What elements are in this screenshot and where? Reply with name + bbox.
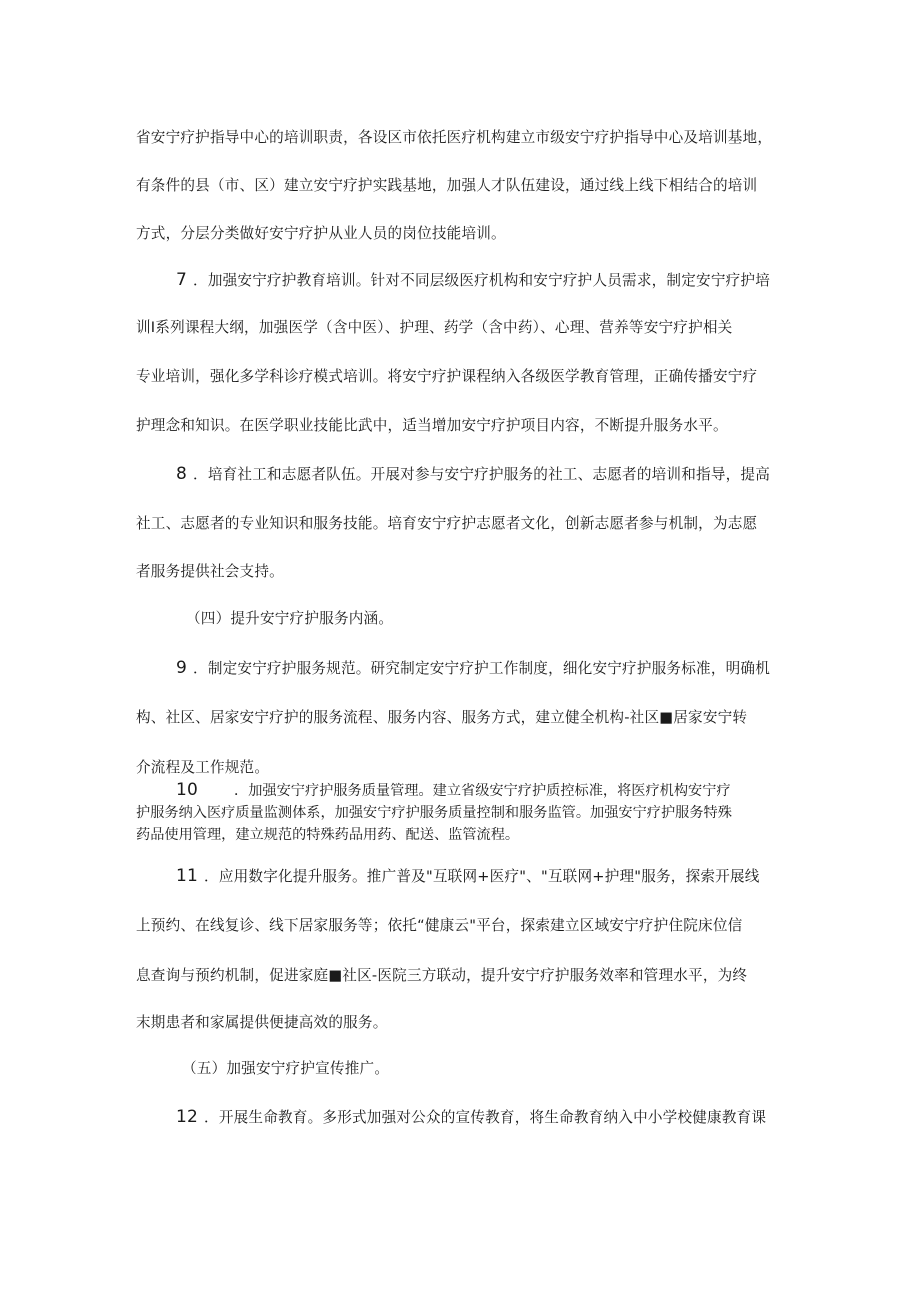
text-line: 有条件的县（市、区）建立安宁疗护实践基地，加强人才队伍建设，通过线上线下相结合的培训 xyxy=(136,177,758,194)
text-line: 训Ⅰ系列课程大纲，加强医学（含中医）、护理、药学（含中药）、心理、营养等安宁疗护相关 xyxy=(136,319,733,336)
paragraph-item-12-first-line xyxy=(176,1107,766,1128)
item-number: 7 xyxy=(176,270,188,290)
text-line: 方式，分层分类做好安宁疗护从业人员的岗位技能培训。 xyxy=(136,225,506,242)
paragraph-item-7-first-line xyxy=(176,270,770,291)
text-line: ．培育社工和志愿者队伍。开展对参与安宁疗护服务的社工、志愿者的培训和指导，提高 xyxy=(193,466,770,483)
text-line: ．制定安宁疗护服务规范。研究制定安宁疗护工作制度，细化安宁疗护服务标准，明确机 xyxy=(193,660,770,677)
text-line: 专业培训，强化多学科诊疗模式培训。将安宁疗护课程纳入各级医学教育管理，正确传播安宁疗 xyxy=(136,368,758,385)
text-line: 介流程及工作规范。 xyxy=(136,759,270,776)
section-heading: （五）加强安宁疗护宣传推广。 xyxy=(182,1060,390,1077)
text-line: ．加强安宁疗护服务质量管理。建立省级安宁疗护质控标准，将医疗机构安宁疗 xyxy=(234,783,731,799)
paragraph-item-10-first-line xyxy=(176,780,731,801)
item-number: 10 xyxy=(176,780,199,800)
text-line: 社工、志愿者的专业知识和服务技能。培育安宁疗护志愿者文化，创新志愿者参与机制，为志愿 xyxy=(136,515,758,532)
text-line: 护理念和知识。在医学职业技能比武中，适当增加安宁疗护项目内容，不断提升服务水平。 xyxy=(136,417,728,434)
paragraph-item-11-first-line xyxy=(176,866,760,887)
text-line: 上预约、在线复诊、线下居家服务等；依托“健康云"平台，探索建立区域安宁疗护住院床位信 xyxy=(136,917,743,934)
text-line: ．加强安宁疗护教育培训。针对不同层级医疗机构和安宁疗护人员需求，制定安宁疗护培 xyxy=(193,272,770,289)
section-heading: （四）提升安宁疗护服务内涵。 xyxy=(186,610,394,627)
text-line: 药品使用管理，建立规范的特殊药品用药、配送、监管流程。 xyxy=(136,827,520,843)
item-number: 11 xyxy=(176,866,199,886)
paragraph-item-9-first-line xyxy=(176,658,770,679)
text-line: 息查询与预约机制，促进家庭■社区-医院三方联动，提升安宁疗护服务效率和管理水平，为终 xyxy=(136,967,748,984)
item-number: 9 xyxy=(176,658,188,678)
text-line: 者服务提供社会支持。 xyxy=(136,563,284,580)
text-line: 末期患者和家属提供便捷高效的服务。 xyxy=(136,1014,388,1031)
paragraph-item-8-first-line xyxy=(176,464,770,485)
item-number: 8 xyxy=(176,464,188,484)
text-line: ．应用数字化提升服务。推广普及"互联网+医疗"、"互联网+护理"服务，探索开展线 xyxy=(204,868,760,885)
text-line: 构、社区、居家安宁疗护的服务流程、服务内容、服务方式，建立健全机构-社区■居家安宁转 xyxy=(136,709,748,726)
text-line: ．开展生命教育。多形式加强对公众的宣传教育，将生命教育纳入中小学校健康教育课 xyxy=(204,1109,767,1126)
text-line: 护服务纳入医疗质量监测体系，加强安宁疗护服务质量控制和服务监管。加强安宁疗护服务特殊 xyxy=(136,805,732,821)
text-line: 省安宁疗护指导中心的培训职责，各设区市依托医疗机构建立市级安宁疗护指导中心及培训基地， xyxy=(136,129,773,146)
item-number: 12 xyxy=(176,1107,199,1127)
